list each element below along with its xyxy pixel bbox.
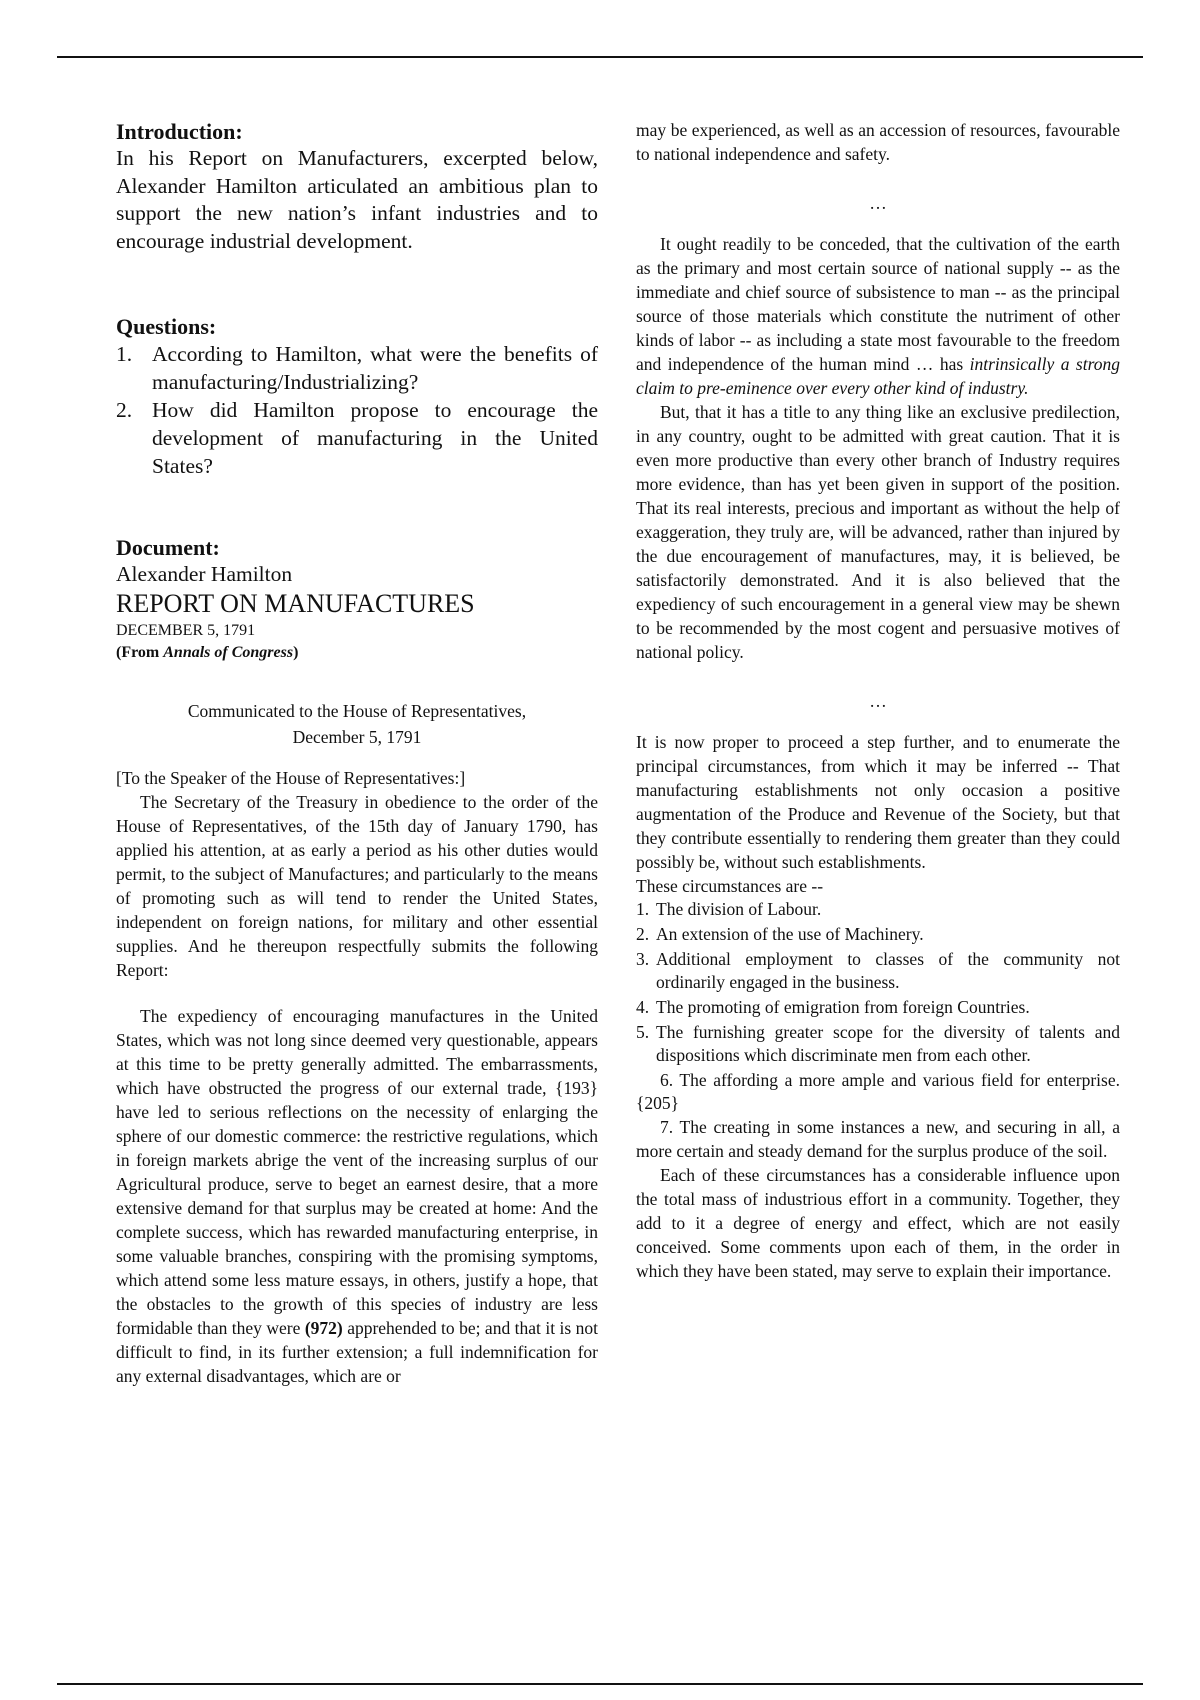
intro-heading: Introduction: — [116, 119, 243, 144]
paragraph-4: But, that it has a title to any thing like an exclusive predilection, in any country, ought to be admitted with great caution. That it is even more productive than every other branch of Industry requires more evidence, than has yet been given in support of the position. That its real interests, precious and important as without the help of exaggeration, they truly are, will be advanced, rather than injured by the due encouragement of manufactures, may, it is believed, be satisfactorily demonstrated. And it is also believed that the expediency of such encouragement in a general view may be shewn to be recommended by the most cogent and persuasive motives of national policy. — [636, 402, 1120, 662]
paragraph-1: The Secretary of the Treasury in obedience to the order of the House of Representatives, of the 15th day of January 1790, has applied his attention, at as early a period as his other duties would permit, to the subject of Manufactures; and particularly to the means of promoting such as will tend to render the United States, independent on foreign nations, for military and other essential supplies. And he thereupon respectfully submits the following Report: — [116, 792, 598, 980]
document-source — [116, 642, 598, 664]
paragraph-3 — [636, 232, 1120, 400]
list-item — [636, 948, 1120, 994]
page-marker: (972) — [304, 1318, 343, 1338]
list-text: An extension of the use of Machinery. — [656, 924, 924, 944]
paragraph-2-continued: may be experienced, as well as an accession of resources, favourable to national independence and safety. — [636, 120, 1120, 164]
questions-list — [116, 340, 598, 480]
source-title: Annals of Congress — [163, 644, 294, 661]
list-number: 2. — [636, 924, 650, 944]
ellipsis-2: … — [869, 691, 887, 711]
paragraph-6: Each of these circumstances has a considerable influence upon the total mass of industrious effort in a community. Together, they add to it a degree of energy and effect, which are not easily conceived. Some comments upon each of them, in the order in which they have been stated, may serve to explain their importance. — [636, 1165, 1120, 1281]
bottom-rule — [57, 1683, 1143, 1685]
list-text: Additional employment to classes of the community not ordinarily engaged in the business. — [656, 949, 1120, 992]
circumstances-list — [636, 898, 1120, 1115]
list-text: The promoting of emigration from foreign Countries. — [656, 997, 1030, 1017]
source-suffix: ) — [293, 644, 299, 661]
communicated-line-2: December 5, 1791 — [292, 727, 422, 747]
list-number: 4. — [636, 997, 650, 1017]
questions-heading: Questions: — [116, 314, 217, 339]
salutation: [To the Speaker of the House of Representatives:] — [116, 768, 466, 788]
paragraph-5: It is now proper to proceed a step further, and to enumerate the principal circumstances, from which it may be inferred -- That manufacturing establishments not only occasion a positive augmentation of the Produce and Revenue of the Society, but that they contribute essentially to rendering them greater than they could possibly be, without such establishments. — [636, 732, 1120, 872]
paragraph-2-part-a: The expediency of encouraging manufactures in the United States, which was not long since deemed very questionable, appears at this time to be pretty generally admitted. The embarrassments, which have obstructed the progress of our external trade, {193} have led to serious reflections on the necessity of enlarging the sphere of our domestic commerce: the restrictive regulations, which in foreign markets abrige the vent of the increasing surplus of our Agricultural produce, serve to beget an earnest desire, that a more extensive demand for that surplus may be created at home: And the complete success, which has rewarded manufacturing enterprise, in some valuable branches, conspiring with the promising symptoms, which attend some less mature essays, in others, justify a hope, that the obstacles to the growth of this species of industry are less formidable than they were — [116, 1006, 598, 1338]
question-text: According to Hamilton, what were the benefits of manufacturing/Industrializing? — [152, 342, 598, 394]
question-text: How did Hamilton propose to encourage the development of manufacturing in the United States? — [152, 398, 598, 478]
ellipsis-1: … — [869, 193, 887, 213]
communicated-line-1: Communicated to the House of Representatives, — [187, 701, 527, 721]
list-item — [636, 1021, 1120, 1067]
paragraph-2 — [116, 1004, 598, 1388]
list-number: 1. — [636, 899, 650, 919]
right-column — [636, 118, 1120, 1283]
document-author: Alexander Hamilton — [116, 562, 293, 586]
list-text: The division of Labour. — [656, 899, 822, 919]
left-column — [116, 118, 598, 1388]
paragraph-3-emphasis: intrinsically a strong claim to pre-eminence over every other kind of industry. — [636, 354, 1120, 398]
list-item-6: 6. The affording a more ample and various field for enterprise. {205} — [636, 1070, 1120, 1113]
question-item — [116, 340, 598, 396]
question-item — [116, 396, 598, 480]
list-item — [636, 923, 1120, 946]
question-number: 2. — [116, 398, 133, 422]
list-text: The furnishing greater scope for the diversity of talents and dispositions which discriminate men from each other. — [656, 1022, 1120, 1065]
list-item — [636, 996, 1120, 1019]
list-number: 5. — [636, 1022, 650, 1042]
document-title: REPORT ON MANUFACTURES — [116, 589, 475, 618]
document-heading: Document: — [116, 535, 220, 560]
list-item-7: 7. The creating in some instances a new, and securing in all, a more certain and steady demand for the surplus produce of the soil. — [636, 1117, 1120, 1161]
list-number: 3. — [636, 949, 650, 969]
document-date: DECEMBER 5, 1791 — [116, 622, 256, 639]
paragraph-3-part-a: It ought readily to be conceded, that the cultivation of the earth as the primary and most certain source of national supply -- as the immediate and chief source of subsistence to man -- as the principal source of those materials which constitute the nutriment of other kinds of labor -- as including a state most favourable to the freedom and independence of the human mind … has — [636, 234, 1120, 374]
question-number: 1. — [116, 342, 133, 366]
source-prefix: (From — [116, 644, 164, 661]
intro-text: In his Report on Manufacturers, excerpted below, Alexander Hamilton articulated an ambitious plan to support the new nation’s infant industries and to encourage industrial development. — [116, 146, 598, 253]
top-rule — [57, 56, 1143, 58]
list-item — [636, 898, 1120, 921]
circumstances-intro: These circumstances are -- — [636, 876, 824, 896]
paragraph-2-part-b: apprehended to be; and that it is not difficult to find, in its further extension; a full indemnification for any external disadvantages, which are or — [116, 1318, 598, 1386]
